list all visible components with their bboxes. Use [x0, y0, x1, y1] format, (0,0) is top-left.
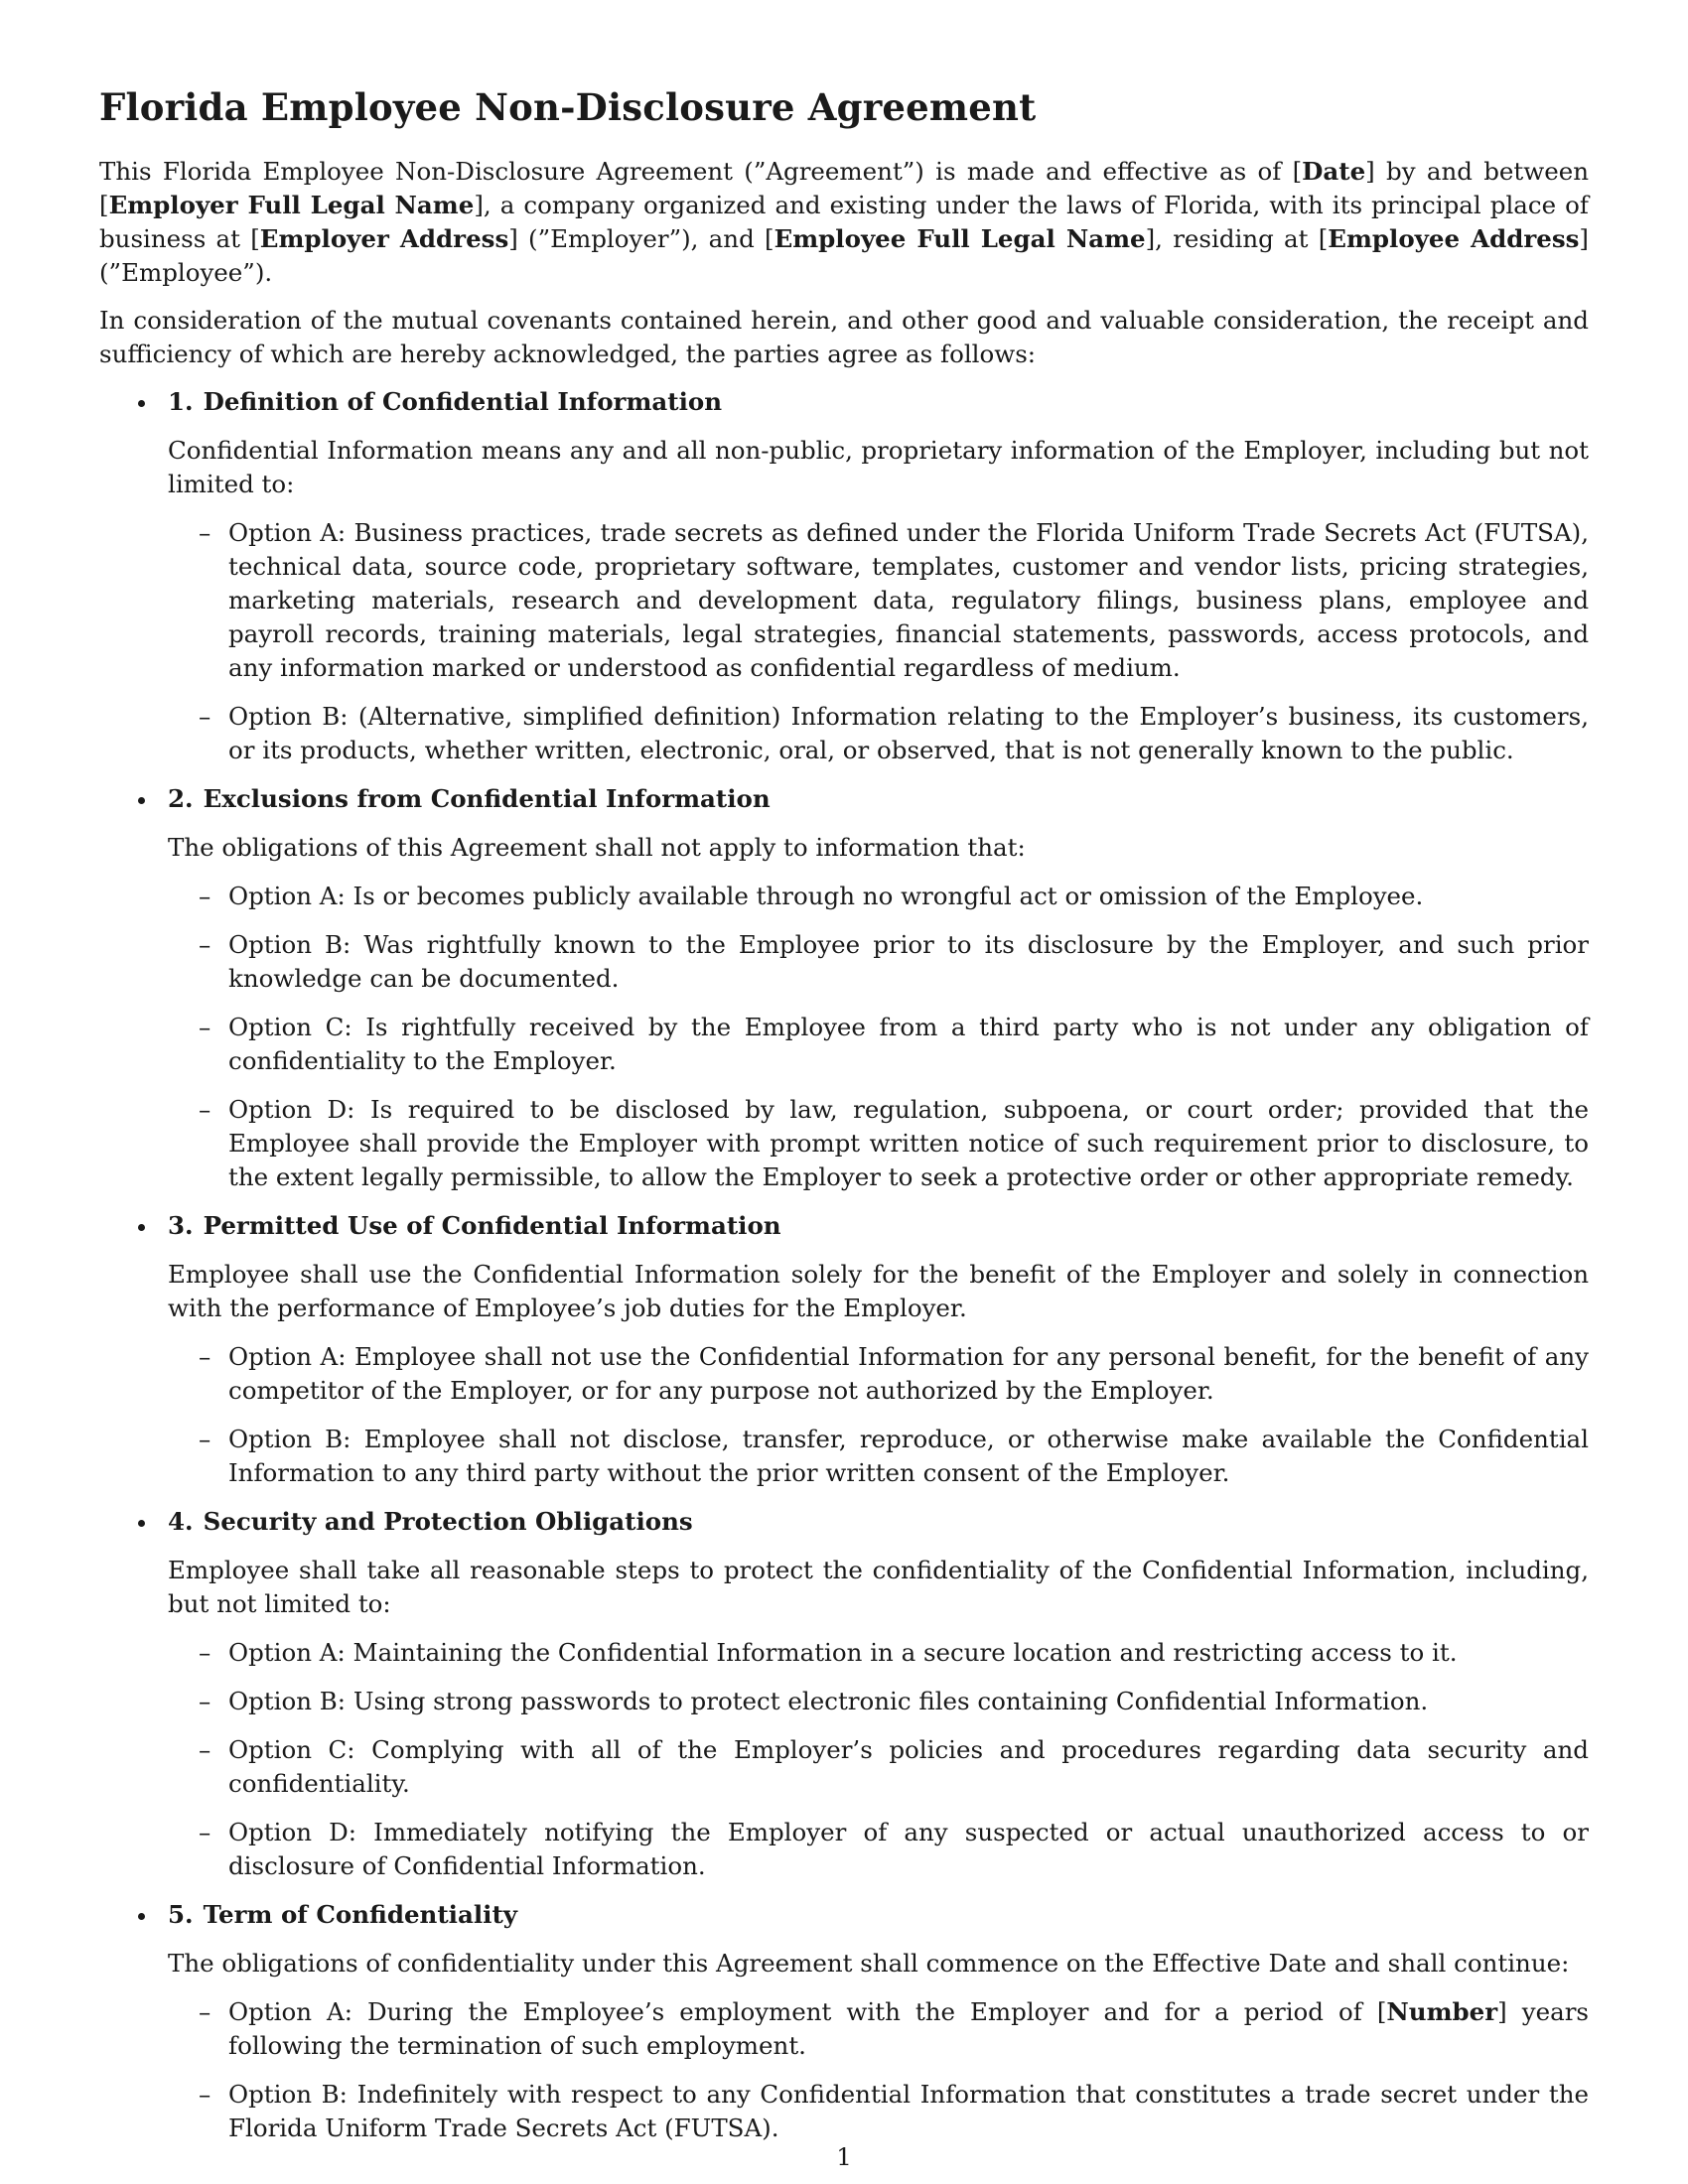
- sections-list: [99, 385, 1589, 2145]
- dash-icon: –: [199, 1638, 211, 1667]
- section-intro: Confidential Information means any and all non-public, proprietary information of the Employer, including but not limited to:: [168, 436, 1589, 498]
- section-title: 4. Security and Protection Obligations: [168, 1507, 693, 1536]
- option-item: – Option B: Was rightfully known to the Employee prior to its disclosure by the Employer, and such prior knowledge can be documented.: [199, 930, 1589, 993]
- document-title: Florida Employee Non-Disclosure Agreement: [99, 85, 1037, 129]
- dash-icon: –: [199, 1425, 211, 1453]
- section-5: [99, 1898, 1589, 2145]
- dash-icon: –: [199, 1013, 211, 1041]
- dash-icon: –: [199, 1342, 211, 1371]
- option-item: – Option B: Using strong passwords to protect electronic files containing Confidential Information.: [168, 1685, 1589, 1718]
- section-intro: Employee shall use the Confidential Information solely for the benefit of the Employer and solely in connection with the performance of Employee’s job duties for the Employer.: [168, 1260, 1589, 1322]
- option-item: – Option C: Complying with all of the Employer’s policies and procedures regarding data security and confidentiality.: [199, 1735, 1589, 1798]
- option-item: – Option D: Is required to be disclosed by law, regulation, subpoena, or court order; provided that the Employee shall provide the Employer with prompt written notice of such requirement prior to disclosure, to the extent legally permissible, to allow the Employer to seek a protective order or other appropriate remedy.: [199, 1095, 1589, 1191]
- section-intro: The obligations of confidentiality under this Agreement shall commence on the Effective Date and shall continue:: [168, 1949, 1570, 1978]
- section-title: 2. Exclusions from Confidential Information: [168, 784, 771, 813]
- options-list: [168, 1995, 1589, 2145]
- option-item: – Option A: Maintaining the Confidential Information in a secure location and restricting access to it.: [168, 1636, 1589, 1670]
- employer-name-placeholder: Employer Full Legal Name: [108, 191, 475, 219]
- dash-icon: –: [199, 518, 211, 547]
- option-item: – Option B: Employee shall not disclose, transfer, reproduce, or otherwise make available the Confidential Information to any third party without the prior written consent of the Employer.: [199, 1425, 1589, 1487]
- employee-name-placeholder: Employee Full Legal Name: [774, 224, 1146, 253]
- section-intro: Employee shall take all reasonable steps to protect the confidentiality of the Confidential Information, including, but not limited to:: [168, 1556, 1589, 1618]
- section-title: 1. Definition of Confidential Information: [168, 387, 723, 416]
- dash-icon: –: [199, 882, 211, 910]
- option-item: – Option A: Employee shall not use the Confidential Information for any personal benefit, for the benefit of any competitor of the Employer, or for any purpose not authorized by the Employer.: [199, 1342, 1589, 1405]
- dash-icon: –: [199, 930, 211, 959]
- option-item: – Option B: (Alternative, simplified definition) Information relating to the Employer’s business, its customers, or its products, whether written, electronic, oral, or observed, that is not generally known to the public.: [199, 702, 1589, 764]
- options-list: [168, 1636, 1589, 1883]
- options-list: [168, 880, 1589, 1194]
- section-title: 3. Permitted Use of Confidential Information: [168, 1211, 781, 1240]
- dash-icon: –: [199, 1095, 211, 1124]
- section-title: 5. Term of Confidentiality: [168, 1900, 518, 1929]
- dash-icon: –: [199, 702, 211, 731]
- preamble-paragraph: This Florida Employee Non-Disclosure Agreement (”Agreement”) is made and effective as of [Date] by and between [Employer Full Legal Name], a company organized and existing under the laws of Florida, with its principal place of business at [Employer Address] (”Employer”), and [Employee Full Legal Name], residing at [Employee Address] (”Employee”).: [99, 157, 1589, 287]
- bullet-icon: [138, 797, 145, 804]
- employee-address-placeholder: Employee Address: [1328, 224, 1580, 253]
- page-number: 1: [836, 2142, 852, 2171]
- option-item: – Option B: Indefinitely with respect to any Confidential Information that constitutes a trade secret under the Florida Uniform Trade Secrets Act (FUTSA).: [199, 2080, 1589, 2142]
- dash-icon: –: [199, 1687, 211, 1715]
- bullet-icon: [138, 1520, 145, 1527]
- options-list: [168, 1340, 1589, 1490]
- dash-icon: –: [199, 1735, 211, 1764]
- section-2: [99, 782, 1589, 1194]
- option-item: – Option A: During the Employee’s employment with the Employer and for a period of [Number] years following the termination of such employment.: [199, 1997, 1589, 2060]
- document-page: [99, 85, 1589, 2160]
- options-list: [168, 516, 1589, 767]
- number-placeholder: Number: [1386, 1997, 1498, 2026]
- dash-icon: –: [199, 1997, 211, 2026]
- bullet-icon: [138, 400, 145, 407]
- bullet-icon: [138, 1224, 145, 1231]
- date-placeholder: Date: [1302, 157, 1366, 186]
- section-3: [99, 1209, 1589, 1490]
- section-intro: The obligations of this Agreement shall not apply to information that:: [168, 833, 1026, 862]
- option-item: – Option D: Immediately notifying the Employer of any suspected or actual unauthorized access to or disclosure of Confidential Information.: [199, 1818, 1589, 1880]
- dash-icon: –: [199, 1818, 211, 1846]
- option-item: – Option A: Business practices, trade secrets as defined under the Florida Uniform Trade Secrets Act (FUTSA), technical data, source code, proprietary software, templates, customer and vendor lists, pricing strategies, marketing materials, research and development data, regulatory filings, business plans, employee and payroll records, training materials, legal strategies, financial statements, passwords, access protocols, and any information marked or understood as confidential regardless of medium.: [199, 518, 1589, 682]
- consideration-paragraph: In consideration of the mutual covenants contained herein, and other good and valuable consideration, the receipt and sufficiency of which are hereby acknowledged, the parties agree as follows:: [99, 306, 1589, 368]
- option-item: – Option C: Is rightfully received by the Employee from a third party who is not under any obligation of confidentiality to the Employer.: [199, 1013, 1589, 1075]
- section-4: [99, 1505, 1589, 1883]
- employer-address-placeholder: Employer Address: [259, 224, 509, 253]
- section-1: [99, 385, 1589, 767]
- option-item: – Option A: Is or becomes publicly available through no wrongful act or omission of the Employee.: [168, 880, 1589, 913]
- dash-icon: –: [199, 2080, 211, 2109]
- bullet-icon: [138, 1913, 145, 1920]
